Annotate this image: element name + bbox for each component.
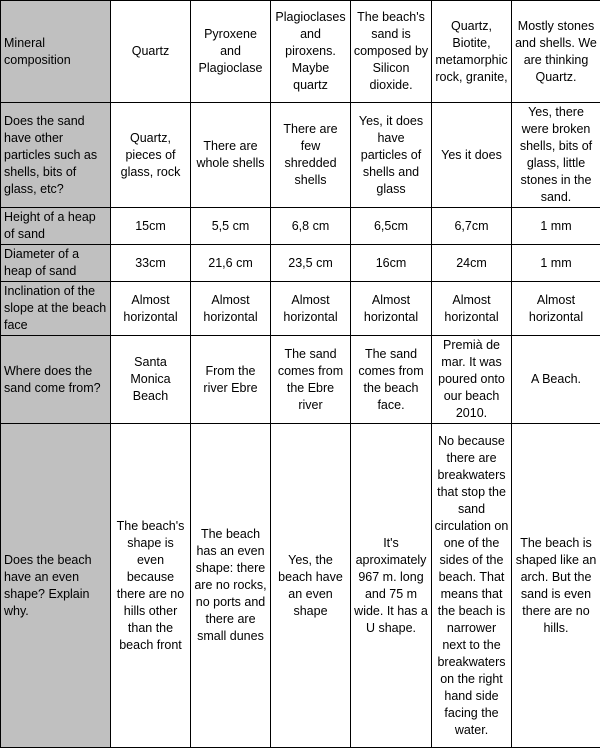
table-cell[interactable]: 23,5 cm	[271, 245, 351, 282]
table-row-beach-shape	[1, 424, 600, 748]
table-cell[interactable]: The beach's sand is composed by Silicon dioxide.	[351, 1, 432, 103]
table-cell[interactable]: Quartz, Biotite, metamorphic rock, granite,	[432, 1, 512, 103]
table-row-other-particles	[1, 103, 600, 208]
table-cell[interactable]: Premià de mar. It was poured onto our beach 2010.	[432, 336, 512, 424]
table-cell[interactable]: 1 mm	[512, 208, 600, 245]
table-cell[interactable]: The sand comes from the beach face.	[351, 336, 432, 424]
table-row-slope-inclination	[1, 282, 600, 336]
table-cell[interactable]: It's aproximately 967 m. long and 75 m wide. It has a U shape.	[351, 424, 432, 748]
table-cell[interactable]: 5,5 cm	[191, 208, 271, 245]
table-cell[interactable]: 33cm	[111, 245, 191, 282]
row-header[interactable]: Does the beach have an even shape? Explain why.	[1, 424, 111, 748]
table-cell[interactable]: Yes, there were broken shells, bits of glass, little stones in the sand.	[512, 103, 600, 208]
table-cell[interactable]: The beach is shaped like an arch. But the sand is even there are no hills.	[512, 424, 600, 748]
table-row-heap-height	[1, 208, 600, 245]
table-cell[interactable]: Yes, the beach have an even shape	[271, 424, 351, 748]
row-header[interactable]: Mineral composition	[1, 1, 111, 103]
row-header[interactable]: Where does the sand come from?	[1, 336, 111, 424]
table-cell[interactable]: Quartz	[111, 1, 191, 103]
table-row-heap-diameter	[1, 245, 600, 282]
row-header[interactable]: Diameter of a heap of sand	[1, 245, 111, 282]
table-cell[interactable]: 21,6 cm	[191, 245, 271, 282]
table-cell[interactable]: The beach's shape is even because there are no hills other than the beach front	[111, 424, 191, 748]
table-cell[interactable]: No because there are breakwaters that stop the sand circulation on one of the sides of the beach. That means that the beach is narrower next to the breakwaters on the right hand side facing the water.	[432, 424, 512, 748]
row-header[interactable]: Does the sand have other particles such as shells, bits of glass, etc?	[1, 103, 111, 208]
table-cell[interactable]: Pyroxene and Plagioclase	[191, 1, 271, 103]
row-header[interactable]: Inclination of the slope at the beach face	[1, 282, 111, 336]
table-cell[interactable]: 24cm	[432, 245, 512, 282]
table-cell[interactable]: A Beach.	[512, 336, 600, 424]
table-cell[interactable]: Quartz, pieces of glass, rock	[111, 103, 191, 208]
table-cell[interactable]: 15cm	[111, 208, 191, 245]
table-cell[interactable]: 6,5cm	[351, 208, 432, 245]
table-cell[interactable]: Almost horizontal	[432, 282, 512, 336]
table-cell[interactable]: 6,7cm	[432, 208, 512, 245]
table-cell[interactable]: Plagioclases and piroxens. Maybe quartz	[271, 1, 351, 103]
table-cell[interactable]: The beach has an even shape: there are no rocks, no ports and there are small dunes	[191, 424, 271, 748]
table-cell[interactable]: Santa Monica Beach	[111, 336, 191, 424]
table-cell[interactable]: 1 mm	[512, 245, 600, 282]
table-cell[interactable]: Almost horizontal	[351, 282, 432, 336]
table-cell[interactable]: From the river Ebre	[191, 336, 271, 424]
table-row-mineral-composition	[1, 1, 600, 103]
table-cell[interactable]: There are whole shells	[191, 103, 271, 208]
table-cell[interactable]: The sand comes from the Ebre river	[271, 336, 351, 424]
table-cell[interactable]: 16cm	[351, 245, 432, 282]
table-cell[interactable]: Almost horizontal	[191, 282, 271, 336]
table-cell[interactable]: Yes it does	[432, 103, 512, 208]
row-header[interactable]: Height of a heap of sand	[1, 208, 111, 245]
table-cell[interactable]: Almost horizontal	[512, 282, 600, 336]
table-row-sand-origin	[1, 336, 600, 424]
table-cell[interactable]: There are few shredded shells	[271, 103, 351, 208]
table-cell[interactable]: Almost horizontal	[271, 282, 351, 336]
table-cell[interactable]: Almost horizontal	[111, 282, 191, 336]
table-cell[interactable]: Yes, it does have particles of shells and glass	[351, 103, 432, 208]
table-cell[interactable]: 6,8 cm	[271, 208, 351, 245]
table-cell[interactable]: Mostly stones and shells. We are thinking Quartz.	[512, 1, 600, 103]
